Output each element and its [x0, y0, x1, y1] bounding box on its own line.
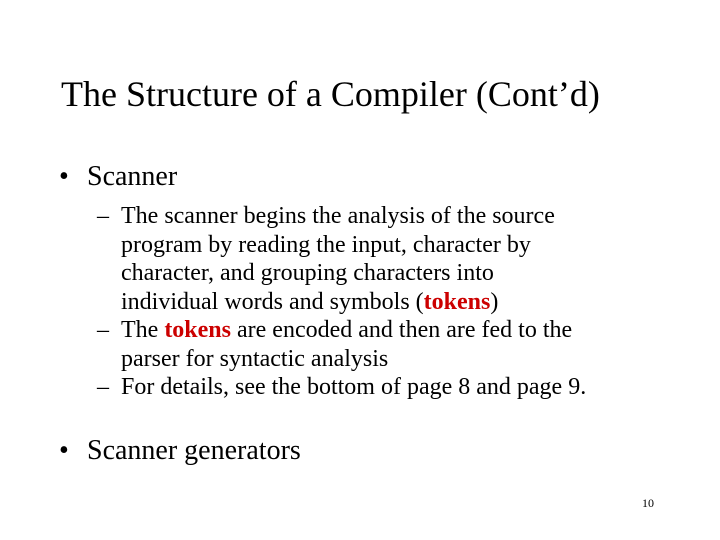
subitem-line: parser for syntactic analysis: [121, 345, 389, 372]
subitem-line: character, and grouping characters into: [121, 260, 494, 286]
bullet-marker: •: [59, 161, 69, 192]
subitem-details-reference: [97, 373, 697, 402]
highlight-tokens: tokens: [423, 288, 491, 315]
bullet-marker: •: [59, 435, 69, 466]
subitem-text: ): [490, 288, 499, 315]
subitem-line: [121, 316, 697, 345]
subitem-text: The: [121, 317, 165, 343]
subitem-line: For details, see the bottom of page 8 and page 9.: [121, 374, 587, 400]
subitem-line: [121, 288, 697, 317]
bullet-text: Scanner: [87, 161, 178, 192]
subitem-scanner-description: [97, 202, 697, 316]
subitem-line: The scanner begins the analysis of the source: [121, 203, 555, 229]
page-number: 10: [642, 496, 654, 510]
subitem-marker: –: [97, 203, 109, 229]
subitem-marker: –: [97, 374, 109, 400]
bullet-scanner: [59, 160, 177, 194]
subitem-text: individual words and symbols (: [121, 288, 424, 315]
scanner-subitems: [97, 202, 697, 402]
slide-title: The Structure of a Compiler (Cont’d): [61, 74, 600, 114]
subitem-line: program by reading the input, character by: [121, 231, 531, 258]
bullet-text: Scanner generators: [87, 435, 301, 466]
subitem-tokens-encoded: [97, 316, 697, 373]
highlight-tokens: tokens: [164, 317, 231, 343]
subitem-text: are encoded and then are fed to the: [231, 317, 573, 343]
subitem-marker: –: [97, 317, 109, 343]
bullet-scanner-generators: [59, 434, 301, 468]
